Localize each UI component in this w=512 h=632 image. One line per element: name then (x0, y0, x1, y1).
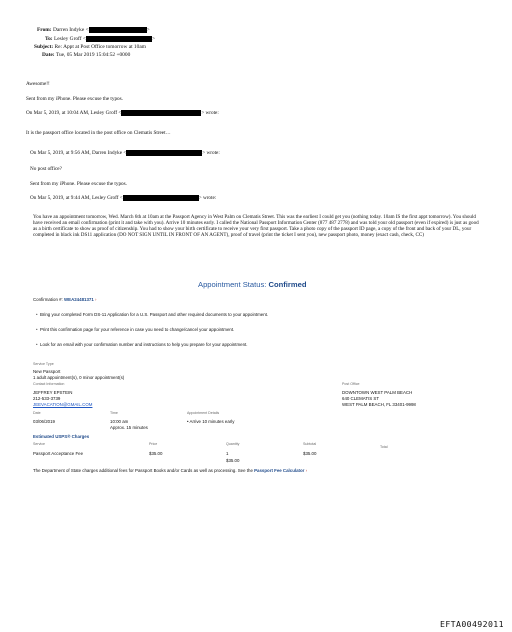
thread-line-signature: Sent from my iPhone. Please excuse the typos. (26, 96, 123, 102)
from-label: From: (37, 27, 52, 34)
col-total-header: Total (380, 445, 388, 449)
contact-email-link[interactable]: JEEVACATION@GMAIL.COM (33, 402, 93, 407)
service-type-value: New Passport (33, 369, 61, 374)
post-office-label: Post Office (342, 382, 360, 386)
thread-quote-header (26, 110, 219, 117)
fee-subtotal: $35.00 (303, 451, 317, 456)
thread-quote-header (30, 195, 216, 202)
to-name: Lesley Groff < (53, 36, 86, 43)
instruction-bullet (36, 327, 234, 332)
chevron-right-icon: › (95, 297, 97, 302)
contact-name: JEFFREY EPSTEIN (33, 390, 73, 395)
subject-text: Re: Appt at Post Office tomorrow at 10am (54, 44, 146, 50)
fee-calculator-link[interactable]: Passport Fee Calculator (254, 468, 305, 473)
status-confirmed: Confirmed (268, 280, 307, 289)
post-office-city: WEST PALM BEACH, FL 33401-9998 (342, 402, 416, 407)
fee-name: Passport Acceptance Fee (33, 451, 84, 456)
from-end: > (146, 27, 150, 34)
to-end: > (151, 36, 155, 43)
quote-header-end: > wrote: (198, 195, 217, 202)
fee-quantity: 1 (226, 451, 229, 456)
quote-header-text: On Mar 5, 2019, at 10:04 AM, Lesley Groff < (26, 110, 122, 117)
document-id: EFTA00492011 (440, 619, 504, 629)
email-from-row (37, 27, 150, 34)
appointment-status-title (198, 280, 306, 289)
redaction-box (123, 195, 199, 201)
date-text: Tue, 05 Mar 2019 15:04:52 +0000 (55, 52, 131, 58)
from-name: Darren Indyke < (52, 27, 89, 34)
bullet-dot-icon: • (36, 312, 38, 317)
fee-total: $35.00 (226, 458, 240, 463)
post-office-street: 640 CLEMATIS ST (342, 396, 380, 401)
to-label: To: (45, 36, 53, 43)
instruction-bullet (36, 342, 247, 347)
contact-info-label: Contact Information (33, 382, 65, 386)
email-to-row (45, 36, 155, 43)
quote-header-text: On Mar 5, 2019, at 9:56 AM, Darren Indyke < (30, 150, 127, 157)
appointment-paragraph: You have an appointment tomorrow, Wed. March 6th at 10am at the Passport Agency in West Palm on Clematis Street. This was the earliest I could get you (nothing today. 10am IS the first appt tomorrow). You should have received an email confirmation (print it and take with you). Arrive 10 minutes early. I called the National Passport Information Center (877 487 2778) and was told your old passport (even if expired) is just as good as a birth certificate to show as proof of citizenship. You had to show your birth certificate to receive your very first passport. Take a photo copy of the passport ID page, a copy of the front and back of your DL, your completed in black ink DS11 application (DO NOT SIGN UNTIL IN FRONT OF AN AGENT), proof of travel (print the ticket I sent you), new passport photo, money (exact cash, check, CC) (33, 214, 479, 239)
service-type-label: Service Type (33, 362, 54, 366)
status-prefix: Appointment Status: (198, 280, 269, 289)
appointment-count: 1 adult appointment(s), 0 minor appointment(s) (33, 375, 125, 380)
col-price-header: Price (149, 442, 158, 446)
appointment-details-value: • Arrive 10 minutes early (187, 419, 235, 424)
redaction-box (89, 27, 147, 33)
conf-label: Confirmation #: (33, 297, 64, 302)
col-subtotal-header: Subtotal (303, 442, 317, 446)
quote-header-text: On Mar 5, 2019, at 9:44 AM, Lesley Groff < (30, 195, 123, 202)
conf-number: WEA24481371 (64, 297, 94, 302)
redaction-box (126, 150, 202, 156)
bullet-dot-icon: • (36, 342, 38, 347)
bullet-text: Print this confirmation page for your reference in case you need to change/cancel your appointment. (40, 327, 235, 332)
fee-price: $35.00 (149, 451, 163, 456)
appointment-details-label: Appointment Details (187, 411, 220, 415)
charges-title: Estimated USPS® Charges (33, 434, 90, 439)
quote-header-end: > wrote: (201, 110, 219, 117)
confirmation-number-row (33, 297, 96, 302)
email-subject-row (34, 44, 146, 51)
appointment-duration: Approx. 15 minutes (110, 425, 148, 430)
contact-phone: 212-533-3739 (33, 396, 61, 401)
bullet-text: Look for an email with your confirmation number and instructions to help you prepare for your appointment. (40, 342, 248, 347)
redaction-box (86, 36, 152, 42)
instruction-bullet (36, 312, 268, 317)
col-service-header: Service (33, 442, 45, 446)
thread-line-clematis: It is the passport office located in the post office on Clematis Street… (26, 130, 171, 136)
date-label: Date (33, 411, 41, 415)
thread-line-signature: Sent from my iPhone. Please excuse the typos. (30, 181, 127, 187)
subject-label: Subject: (34, 44, 54, 50)
thread-line-awesome: Awesome!! (26, 81, 50, 87)
appointment-time: 10:00 am (110, 419, 129, 424)
col-quantity-header: Quantity (226, 442, 240, 446)
quote-header-end: > wrote: (202, 150, 220, 157)
chevron-right-icon: › (305, 468, 308, 473)
bullet-text: Bring your completed Form DS-11 Application for a U.S. Passport and other required documents to your appointment. (40, 312, 269, 317)
email-date-row (42, 52, 130, 59)
time-label: Time (110, 411, 118, 415)
thread-quote-header (30, 150, 220, 157)
fee-note (33, 468, 307, 473)
bullet-dot-icon: • (36, 327, 38, 332)
post-office-name: DOWNTOWN WEST PALM BEACH (342, 390, 413, 395)
appointment-date: 03/06/2019 (33, 419, 55, 424)
thread-line-no-post-office: No post office? (30, 166, 62, 172)
fee-note-text: The Department of State charges additional fees for Passport Books and/or Cards as well as processing. See the (33, 468, 255, 473)
redaction-box (121, 110, 201, 116)
date-label: Date: (42, 52, 55, 58)
